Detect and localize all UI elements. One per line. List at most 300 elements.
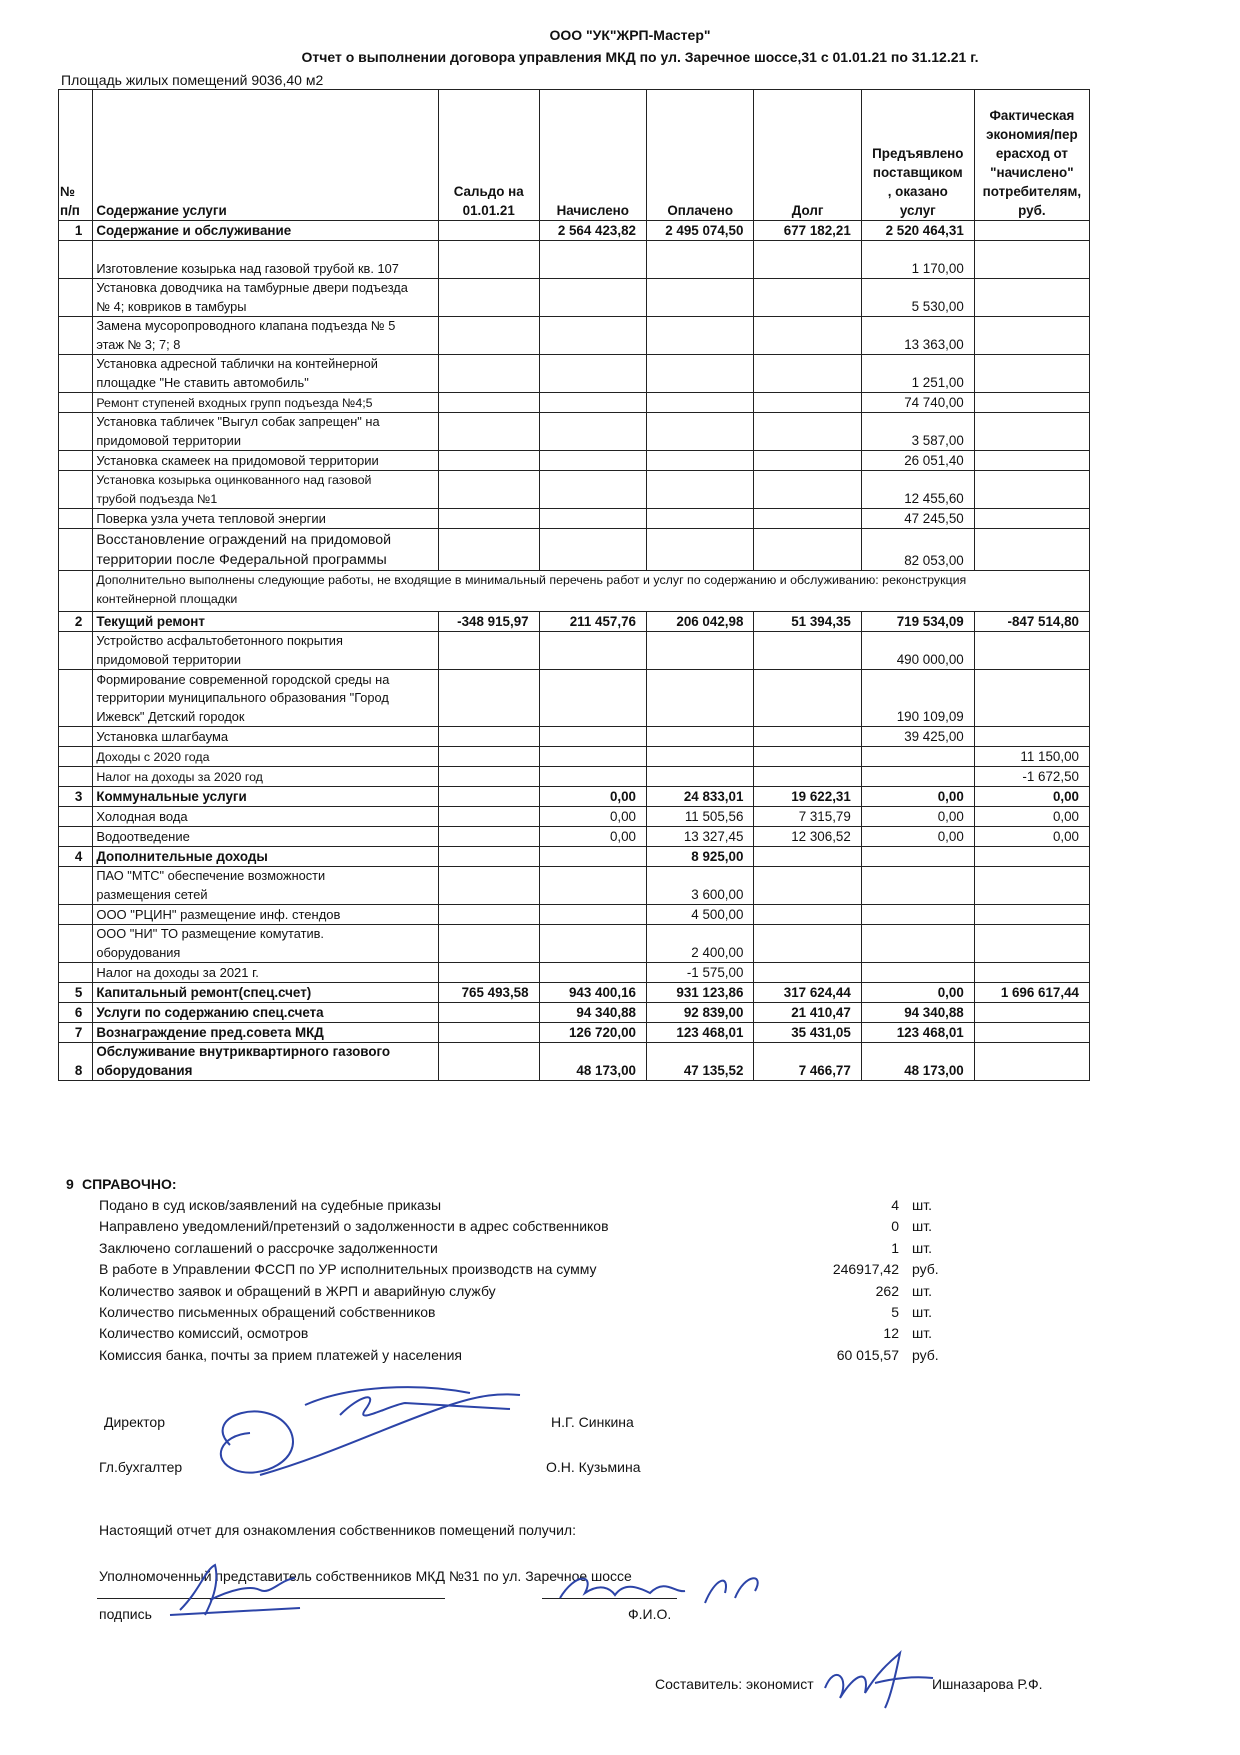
- row-number-cell: 3: [59, 787, 93, 807]
- fio-label: Ф.И.О.: [628, 1606, 672, 1622]
- presented-cell: 26 051,40: [861, 451, 974, 471]
- reference-value: 4: [891, 1197, 899, 1213]
- charged-cell: [539, 451, 646, 471]
- economy-cell: [974, 413, 1089, 451]
- row-number-cell: [59, 747, 93, 767]
- service-name-cell: [93, 1043, 439, 1081]
- presented-cell: 39 425,00: [861, 727, 974, 747]
- header-economy-line: Фактическая: [989, 108, 1075, 123]
- living-area: Площадь жилых помещений 9036,40 м2: [61, 72, 324, 88]
- reference-item: [99, 1197, 1019, 1218]
- header-num-line: №: [60, 184, 75, 199]
- service-name-cell: [93, 727, 439, 747]
- economy-cell: 0,00: [974, 807, 1089, 827]
- header-economy-line: потребителям,: [982, 184, 1082, 199]
- saldo-cell: [438, 787, 539, 807]
- service-name-cell: [93, 827, 439, 847]
- paid-cell: 47 135,52: [647, 1043, 754, 1081]
- row-number-cell: 5: [59, 983, 93, 1003]
- economy-cell: -847 514,80: [974, 612, 1089, 632]
- reference-value: 1: [891, 1239, 899, 1256]
- service-name-line: Капитальный ремонт(спец.счет): [96, 984, 312, 1000]
- economy-cell: 1 696 617,44: [974, 983, 1089, 1003]
- header-num: [59, 90, 93, 221]
- paid-cell: [647, 509, 754, 529]
- service-name-line: Содержание и обслуживание: [96, 222, 292, 238]
- service-name-line: трубой подъезда №1: [96, 491, 218, 506]
- reference-label: В работе в Управлении ФССП по УР исполнительных производств на сумму: [99, 1261, 597, 1278]
- header-saldo-line: 01.01.21: [462, 203, 515, 218]
- service-name-line: Восстановление ограждений на придомовой: [96, 532, 392, 548]
- reference-list: [99, 1197, 1019, 1368]
- presented-cell: 1 170,00: [861, 241, 974, 279]
- paid-cell: -1 575,00: [647, 963, 754, 983]
- paid-cell: 24 833,01: [647, 787, 754, 807]
- compiler-name: Ишназарова Р.Ф.: [932, 1676, 1043, 1692]
- reference-label: Заключено соглашений о рассрочке задолженности: [99, 1239, 438, 1256]
- service-name-cell: [93, 612, 439, 632]
- table-row: [59, 1023, 1090, 1043]
- service-name-cell: [93, 963, 439, 983]
- service-name-line: Поверка узла учета тепловой энергии: [96, 510, 326, 526]
- table-row: [59, 847, 1090, 867]
- row-number-cell: [59, 529, 93, 571]
- reference-label: Количество заявок и обращений в ЖРП и аварийную службу: [99, 1282, 496, 1299]
- debt-cell: 21 410,47: [754, 1003, 861, 1023]
- debt-cell: [754, 963, 861, 983]
- charged-cell: [539, 413, 646, 451]
- paid-cell: [647, 279, 754, 317]
- row-number-cell: [59, 355, 93, 393]
- economy-cell: [974, 727, 1089, 747]
- header-economy: [974, 90, 1089, 221]
- charged-cell: [539, 471, 646, 509]
- row-number-cell: [59, 509, 93, 529]
- charged-cell: [539, 925, 646, 963]
- reference-label: Количество письменных обращений собственников: [99, 1303, 436, 1320]
- charged-cell: [539, 767, 646, 787]
- header-charged: Начислено: [539, 90, 646, 221]
- economy-cell: [974, 529, 1089, 571]
- paid-cell: [647, 632, 754, 670]
- service-name-cell: [93, 787, 439, 807]
- director-role: Директор: [104, 1414, 165, 1430]
- director-signature-image: [190, 1385, 530, 1500]
- reference-item: [99, 1325, 1019, 1346]
- service-name-line: Устройство асфальтобетонного покрытия: [96, 633, 343, 648]
- table-row: [59, 451, 1090, 471]
- service-name-line: Установка доводчика на тамбурные двери подъезда: [96, 280, 408, 295]
- charged-cell: [539, 727, 646, 747]
- reference-value: 5: [891, 1303, 899, 1320]
- service-name-cell: [93, 279, 439, 317]
- table-row: [59, 413, 1090, 451]
- presented-cell: [861, 905, 974, 925]
- table-row: [59, 317, 1090, 355]
- service-name-line: Услуги по содержанию спец.счета: [96, 1004, 324, 1020]
- economy-cell: [974, 471, 1089, 509]
- charged-cell: [539, 317, 646, 355]
- reference-unit: шт.: [912, 1239, 932, 1256]
- table-row: [59, 632, 1090, 670]
- debt-cell: [754, 847, 861, 867]
- paid-cell: 931 123,86: [647, 983, 754, 1003]
- charged-cell: 0,00: [539, 827, 646, 847]
- saldo-cell: [438, 1023, 539, 1043]
- service-name-line: ООО "НИ" ТО размещение комутатив.: [96, 926, 324, 941]
- charged-cell: [539, 355, 646, 393]
- paid-cell: 123 468,01: [647, 1023, 754, 1043]
- report-title: Отчет о выполнении договора управления МКД по ул. Заречное шоссе,31 с 01.01.21 по 31.12.21 г.: [301, 49, 979, 65]
- reference-item: [99, 1347, 1019, 1368]
- debt-cell: [754, 241, 861, 279]
- row-number-cell: 8: [59, 1043, 93, 1081]
- service-name-line: оборудования: [96, 1062, 193, 1078]
- service-name-line: Установка адресной таблички на контейнерной: [96, 356, 378, 371]
- service-name-line: Обслуживание внутриквартирного газового: [96, 1044, 391, 1059]
- presented-cell: 190 109,09: [861, 670, 974, 727]
- service-name-line: Ижевск" Детский городок: [96, 708, 245, 724]
- reference-unit: руб.: [912, 1261, 939, 1278]
- presented-cell: [861, 867, 974, 905]
- saldo-cell: [438, 1003, 539, 1023]
- note-row: [59, 571, 1090, 612]
- row-number-cell: [59, 241, 93, 279]
- row-number-cell: 2: [59, 612, 93, 632]
- charged-cell: [539, 963, 646, 983]
- table-row: [59, 509, 1090, 529]
- row-number-cell: [59, 963, 93, 983]
- debt-cell: 35 431,05: [754, 1023, 861, 1043]
- table-row: [59, 1003, 1090, 1023]
- paid-cell: 3 600,00: [647, 867, 754, 905]
- debt-cell: 317 624,44: [754, 983, 861, 1003]
- charged-cell: [539, 529, 646, 571]
- header-saldo: [438, 90, 539, 221]
- economy-cell: [974, 355, 1089, 393]
- charged-cell: [539, 867, 646, 905]
- row-number-cell: [59, 393, 93, 413]
- debt-cell: 7 466,77: [754, 1043, 861, 1081]
- presented-cell: 3 587,00: [861, 413, 974, 451]
- reference-value: 0: [891, 1218, 899, 1235]
- service-name-line: придомовой территории: [96, 432, 241, 448]
- table-row: [59, 612, 1090, 632]
- row-number-cell: 6: [59, 1003, 93, 1023]
- service-name-cell: [93, 317, 439, 355]
- row-number-cell: [59, 317, 93, 355]
- service-name-cell: [93, 807, 439, 827]
- table-note-body: [59, 571, 1090, 612]
- presented-cell: 0,00: [861, 827, 974, 847]
- service-name-line: площадке "Не ставить автомобиль": [96, 374, 309, 390]
- reference-value: 246917,42: [832, 1261, 899, 1278]
- service-name-cell: [93, 393, 439, 413]
- table-row: [59, 827, 1090, 847]
- service-name-line: оборудования: [96, 944, 181, 960]
- table-body-main: [59, 221, 1090, 571]
- debt-cell: [754, 451, 861, 471]
- row-number-cell: [59, 867, 93, 905]
- charged-cell: [539, 509, 646, 529]
- presented-cell: 94 340,88: [861, 1003, 974, 1023]
- service-name-cell: [93, 847, 439, 867]
- row-number-cell: [59, 827, 93, 847]
- header-presented-line: услуг: [899, 203, 936, 218]
- service-name-cell: [93, 905, 439, 925]
- charged-cell: [539, 747, 646, 767]
- table-row: [59, 983, 1090, 1003]
- service-name-line: Доходы с 2020 года: [96, 749, 210, 764]
- service-name-cell: [93, 241, 439, 279]
- debt-cell: [754, 727, 861, 747]
- saldo-cell: [438, 509, 539, 529]
- presented-cell: 490 000,00: [861, 632, 974, 670]
- reference-unit: шт.: [912, 1218, 932, 1235]
- presented-cell: 48 173,00: [861, 1043, 974, 1081]
- reference-item: [99, 1283, 1019, 1304]
- charged-cell: 48 173,00: [539, 1043, 646, 1081]
- service-name-line: Текущий ремонт: [96, 613, 205, 629]
- presented-cell: 0,00: [861, 807, 974, 827]
- saldo-cell: [438, 847, 539, 867]
- economy-cell: [974, 847, 1089, 867]
- saldo-cell: [438, 355, 539, 393]
- representative-text: Уполномоченный представитель собственников МКД №31 по ул. Заречное шоссе: [99, 1568, 632, 1584]
- presented-cell: 5 530,00: [861, 279, 974, 317]
- economy-cell: [974, 670, 1089, 727]
- service-name-cell: [93, 529, 439, 571]
- reference-item: [99, 1218, 1019, 1239]
- service-name-line: Изготовление козырька над газовой трубой кв. 107: [96, 260, 399, 276]
- economy-cell: [974, 279, 1089, 317]
- charged-cell: 0,00: [539, 787, 646, 807]
- service-name-cell: [93, 670, 439, 727]
- paid-cell: 8 925,00: [647, 847, 754, 867]
- charged-cell: 2 564 423,82: [539, 221, 646, 241]
- service-name-line: Водоотведение: [96, 828, 190, 844]
- debt-cell: [754, 905, 861, 925]
- table-row: [59, 727, 1090, 747]
- economy-cell: [974, 393, 1089, 413]
- reference-value: 60 015,57: [836, 1346, 899, 1363]
- saldo-cell: [438, 747, 539, 767]
- charged-cell: 94 340,88: [539, 1003, 646, 1023]
- presented-cell: [861, 767, 974, 787]
- paid-cell: [647, 451, 754, 471]
- service-name-cell: [93, 867, 439, 905]
- saldo-cell: [438, 963, 539, 983]
- paid-cell: [647, 355, 754, 393]
- paid-cell: 206 042,98: [647, 612, 754, 632]
- header-economy-line: руб.: [1018, 203, 1046, 218]
- paid-cell: 11 505,56: [647, 807, 754, 827]
- table-row: [59, 529, 1090, 571]
- economy-cell: 0,00: [974, 787, 1089, 807]
- saldo-cell: [438, 867, 539, 905]
- service-name-line: Установка шлагбаума: [96, 728, 229, 744]
- presented-cell: 1 251,00: [861, 355, 974, 393]
- row-number-cell: [59, 925, 93, 963]
- economy-cell: [974, 925, 1089, 963]
- service-name-line: ПАО "МТС" обеспечение возможности: [96, 868, 326, 883]
- accountant-name: О.Н. Кузьмина: [546, 1459, 641, 1475]
- saldo-cell: [438, 767, 539, 787]
- paid-cell: [647, 317, 754, 355]
- service-name-line: этаж № 3; 7; 8: [96, 336, 181, 352]
- service-name-line: Вознаграждение пред.совета МКД: [96, 1024, 324, 1040]
- note-num-cell: [59, 571, 93, 612]
- header-economy-line: экономия/пер: [986, 127, 1078, 142]
- debt-cell: 19 622,31: [754, 787, 861, 807]
- table-row: [59, 905, 1090, 925]
- reference-unit: шт.: [912, 1303, 932, 1320]
- service-name-line: № 4; ковриков в тамбуры: [96, 298, 247, 314]
- table-row: [59, 393, 1090, 413]
- paid-cell: 13 327,45: [647, 827, 754, 847]
- saldo-cell: [438, 221, 539, 241]
- received-text: Настоящий отчет для ознакомления собственников помещений получил:: [99, 1522, 576, 1538]
- row-number-cell: [59, 451, 93, 471]
- presented-cell: 719 534,09: [861, 612, 974, 632]
- presented-cell: 74 740,00: [861, 393, 974, 413]
- director-name: Н.Г. Синкина: [551, 1414, 634, 1430]
- economy-cell: [974, 1043, 1089, 1081]
- header-debt: Долг: [754, 90, 861, 221]
- service-name-line: Налог на доходы за 2021 г.: [96, 964, 259, 980]
- charged-cell: [539, 241, 646, 279]
- charged-cell: 211 457,76: [539, 612, 646, 632]
- debt-cell: [754, 509, 861, 529]
- economy-cell: -1 672,50: [974, 767, 1089, 787]
- charged-cell: [539, 393, 646, 413]
- service-name-cell: [93, 355, 439, 393]
- saldo-cell: 765 493,58: [438, 983, 539, 1003]
- header-num-line: п/п: [60, 203, 80, 218]
- economy-cell: [974, 1003, 1089, 1023]
- compiler-label: Составитель: экономист: [655, 1676, 814, 1692]
- debt-cell: [754, 767, 861, 787]
- debt-cell: [754, 471, 861, 509]
- debt-cell: [754, 632, 861, 670]
- presented-cell: [861, 925, 974, 963]
- presented-cell: 0,00: [861, 787, 974, 807]
- paid-cell: [647, 747, 754, 767]
- saldo-cell: [438, 905, 539, 925]
- service-name-cell: [93, 925, 439, 963]
- economy-cell: [974, 905, 1089, 925]
- saldo-cell: [438, 1043, 539, 1081]
- paid-cell: [647, 413, 754, 451]
- reference-item: [99, 1304, 1019, 1325]
- debt-cell: [754, 317, 861, 355]
- compiler-signature-image: [815, 1648, 935, 1713]
- service-name-line: Установка скамеек на придомовой территории: [96, 452, 379, 468]
- header-presented-line: поставщиком: [872, 165, 963, 180]
- reference-label: Количество комиссий, осмотров: [99, 1325, 309, 1342]
- table-row: [59, 807, 1090, 827]
- charged-cell: [539, 279, 646, 317]
- charged-cell: [539, 632, 646, 670]
- service-name-line: Холодная вода: [96, 808, 188, 824]
- economy-cell: [974, 221, 1089, 241]
- table-row: [59, 767, 1090, 787]
- service-name-line: Ремонт ступеней входных групп подъезда №4;5: [96, 395, 373, 410]
- debt-cell: [754, 747, 861, 767]
- saldo-cell: [438, 471, 539, 509]
- service-name-cell: [93, 767, 439, 787]
- service-name-cell: [93, 509, 439, 529]
- economy-cell: [974, 317, 1089, 355]
- table-row: [59, 787, 1090, 807]
- reference-label: Подано в суд исков/заявлений на судебные приказы: [99, 1197, 442, 1213]
- service-name-cell: [93, 1003, 439, 1023]
- reference-label: Направлено уведомлений/претензий о задолженности в адрес собственников: [99, 1218, 609, 1235]
- representative-signature-image: [160, 1560, 320, 1620]
- service-name-line: Установка козырька оцинкованного над газовой: [96, 473, 372, 487]
- economy-cell: [974, 632, 1089, 670]
- debt-cell: [754, 670, 861, 727]
- debt-cell: [754, 279, 861, 317]
- saldo-cell: [438, 241, 539, 279]
- economy-cell: [974, 1023, 1089, 1043]
- service-name-cell: [93, 632, 439, 670]
- row-number-cell: [59, 767, 93, 787]
- paid-cell: [647, 529, 754, 571]
- paid-cell: 2 495 074,50: [647, 221, 754, 241]
- saldo-cell: [438, 827, 539, 847]
- economy-cell: [974, 509, 1089, 529]
- presented-cell: 0,00: [861, 983, 974, 1003]
- paid-cell: [647, 241, 754, 279]
- row-number-cell: 4: [59, 847, 93, 867]
- reference-value: 262: [875, 1282, 899, 1299]
- paid-cell: [647, 727, 754, 747]
- charged-cell: [539, 905, 646, 925]
- service-name-line: Дополнительные доходы: [96, 848, 268, 864]
- charged-cell: 943 400,16: [539, 983, 646, 1003]
- saldo-cell: [438, 632, 539, 670]
- table-row: [59, 279, 1090, 317]
- saldo-cell: [438, 279, 539, 317]
- debt-cell: 7 315,79: [754, 807, 861, 827]
- debt-cell: 12 306,52: [754, 827, 861, 847]
- presented-cell: 13 363,00: [861, 317, 974, 355]
- table-row: [59, 963, 1090, 983]
- reference-item: [99, 1240, 1019, 1261]
- service-name-cell: [93, 471, 439, 509]
- charged-cell: 126 720,00: [539, 1023, 646, 1043]
- header-economy-line: ерасход от: [995, 146, 1068, 161]
- service-name-line: Формирование современной городской среды на: [96, 671, 390, 687]
- row-number-cell: [59, 807, 93, 827]
- company-name: ООО "УК"ЖРП-Мастер": [549, 27, 711, 43]
- economy-cell: [974, 451, 1089, 471]
- paid-cell: 92 839,00: [647, 1003, 754, 1023]
- saldo-cell: [438, 393, 539, 413]
- presented-cell: 82 053,00: [861, 529, 974, 571]
- header-presented: [861, 90, 974, 221]
- charged-cell: [539, 847, 646, 867]
- economy-cell: 11 150,00: [974, 747, 1089, 767]
- saldo-cell: [438, 413, 539, 451]
- header-economy-line: "начислено": [990, 165, 1074, 180]
- table-row: [59, 925, 1090, 963]
- service-name-line: ООО "РЦИН" размещение инф. стендов: [96, 906, 341, 922]
- paid-cell: 4 500,00: [647, 905, 754, 925]
- paid-cell: 2 400,00: [647, 925, 754, 963]
- reference-value: 12: [883, 1325, 899, 1342]
